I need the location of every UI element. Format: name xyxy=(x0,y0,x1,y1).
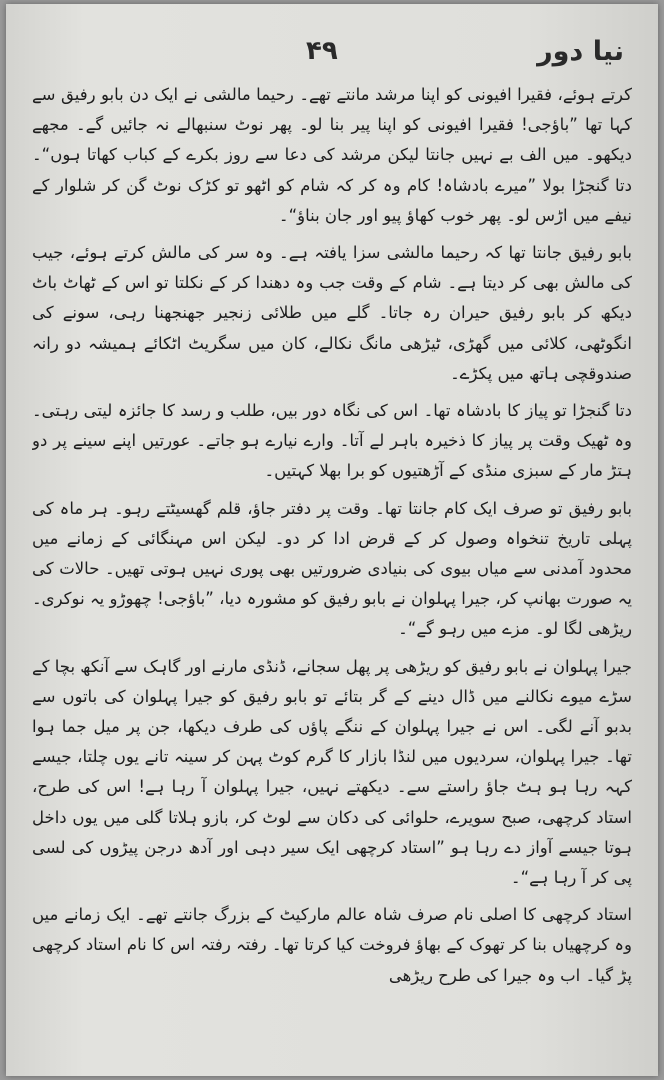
page-number: ۴۹ xyxy=(306,36,338,66)
paragraph-2: بابو رفیق جانتا تھا کہ رحیما مالشی سزا یافتہ ہے۔ وہ سر کی مالش کرتے ہوئے، جیب کی مالش بھی کر دیتا ہے۔ شام کے وقت جب وہ دھندا کر کے نکلتا تو اس کے ٹھاٹ باٹ دیکھ کر بابو رفیق حیران رہ جاتا۔ گلے میں طلائی زنجیر جھنجھنا رہی، سونے کی انگوٹھی، کلائی میں گھڑی، ٹیڑھی مانگ نکالے، کان میں سگریٹ اٹکائے ہمیشہ دو رانہ صندوقچی ہاتھ میں پکڑے۔ xyxy=(32,243,632,383)
magazine-title: نیا دور xyxy=(537,36,624,67)
paragraph-6: استاد کرچھی کا اصلی نام صرف شاہ عالم مارکیٹ کے بزرگ جانتے تھے۔ ایک زمانے میں وہ کرچھیاں بنا کر تھوک کے بھاؤ فروخت کیا کرتا تھا۔ رفتہ رفتہ اس کا نام استاد کرچھی پڑ گیا۔ اب وہ جیرا کی طرح ریڑھی xyxy=(32,905,632,985)
paragraph-1: کرتے ہوئے، فقیرا افیونی کو اپنا مرشد مانتے تھے۔ رحیما مالشی نے ایک دن بابو رفیق سے کہا تھا ”باؤجی! فقیرا افیونی کو اپنا پیر بنا لو۔ پھر نوٹ سنبھالے نہ جائیں گے۔ مجھے دیکھو۔ میں الف بے نہیں جانتا لیکن مرشد کی دعا سے روز بکرے کے کباب کھاتا ہوں“۔ دتا گنجڑا بولا ”میرے بادشاہ! کام وہ کر کہ شام کو اٹھو تو کڑک نوٹ گن کر شلوار کے نیفے میں اڑس لو۔ پھر خوب کھاؤ پیو اور جان بناؤ“۔ xyxy=(32,85,632,225)
page-header xyxy=(6,36,658,76)
paragraph-5: جیرا پہلوان نے بابو رفیق کو ریڑھی پر پھل سجانے، ڈنڈی مارنے اور گاہک سے آنکھ بچا کے سڑے میوے نکالنے میں ڈال دینے کے گر بتائے تو بابو رفیق کو جیرا پہلوان کی باتوں سے بدبو آنے لگی۔ اس نے جیرا پہلوان کے ننگے پاؤں کی طرف دیکھا، جن پر میل جما ہوا تھا۔ جیرا پہلوان، سردیوں میں لنڈا بازار کا گرم کوٹ پہن کر سینہ تانے یوں چلتا، جیسے کہہ رہا ہو ہٹ جاؤ راستے سے۔ دیکھتے نہیں، جیرا پہلوان آ رہا ہے! اس کی طرح، استاد کرچھی، صبح سویرے، حلوائی کی دکان سے لوٹ کر، بازو ہلاتا گلی میں یوں داخل ہوتا جیسے آواز دے رہا ہو ”استاد کرچھی ایک سیر دہی اور آدھ درجن پیڑوں کی لسی پی کر آ رہا ہے“۔ xyxy=(32,656,632,888)
article-body xyxy=(32,80,632,1060)
paragraph-3: دتا گنجڑا تو پیاز کا بادشاہ تھا۔ اس کی نگاہ دور بیں، طلب و رسد کا جائزہ لیتی رہتی۔ وہ ٹھیک وقت پر پیاز کا ذخیرہ باہر لے آتا۔ وارے نیارے ہو جاتے۔ عورتیں اپنے سینے پر دو ہتڑ مار کے سبزی منڈی کے آڑھتیوں کو برا بھلا کہتیں۔ xyxy=(32,401,632,481)
book-page xyxy=(6,4,658,1076)
paragraph-4: بابو رفیق تو صرف ایک کام جانتا تھا۔ وقت پر دفتر جاؤ، قلم گھسیٹتے رہو۔ ہر ماہ کی پہلی تاریخ تنخواہ وصول کر کے قرض ادا کر دو۔ لیکن اس مہنگائی کے زمانے میں محدود آمدنی سے میاں بیوی کی بنیادی ضرورتیں بھی پوری نہیں ہوتی تھیں۔ حالات کی یہ صورت بھانپ کر، جیرا پہلوان نے بابو رفیق کو مشورہ دیا، ”باؤجی! چھوڑو یہ نوکری۔ ریڑھی لگا لو۔ مزے میں رہو گے“۔ xyxy=(32,498,632,639)
